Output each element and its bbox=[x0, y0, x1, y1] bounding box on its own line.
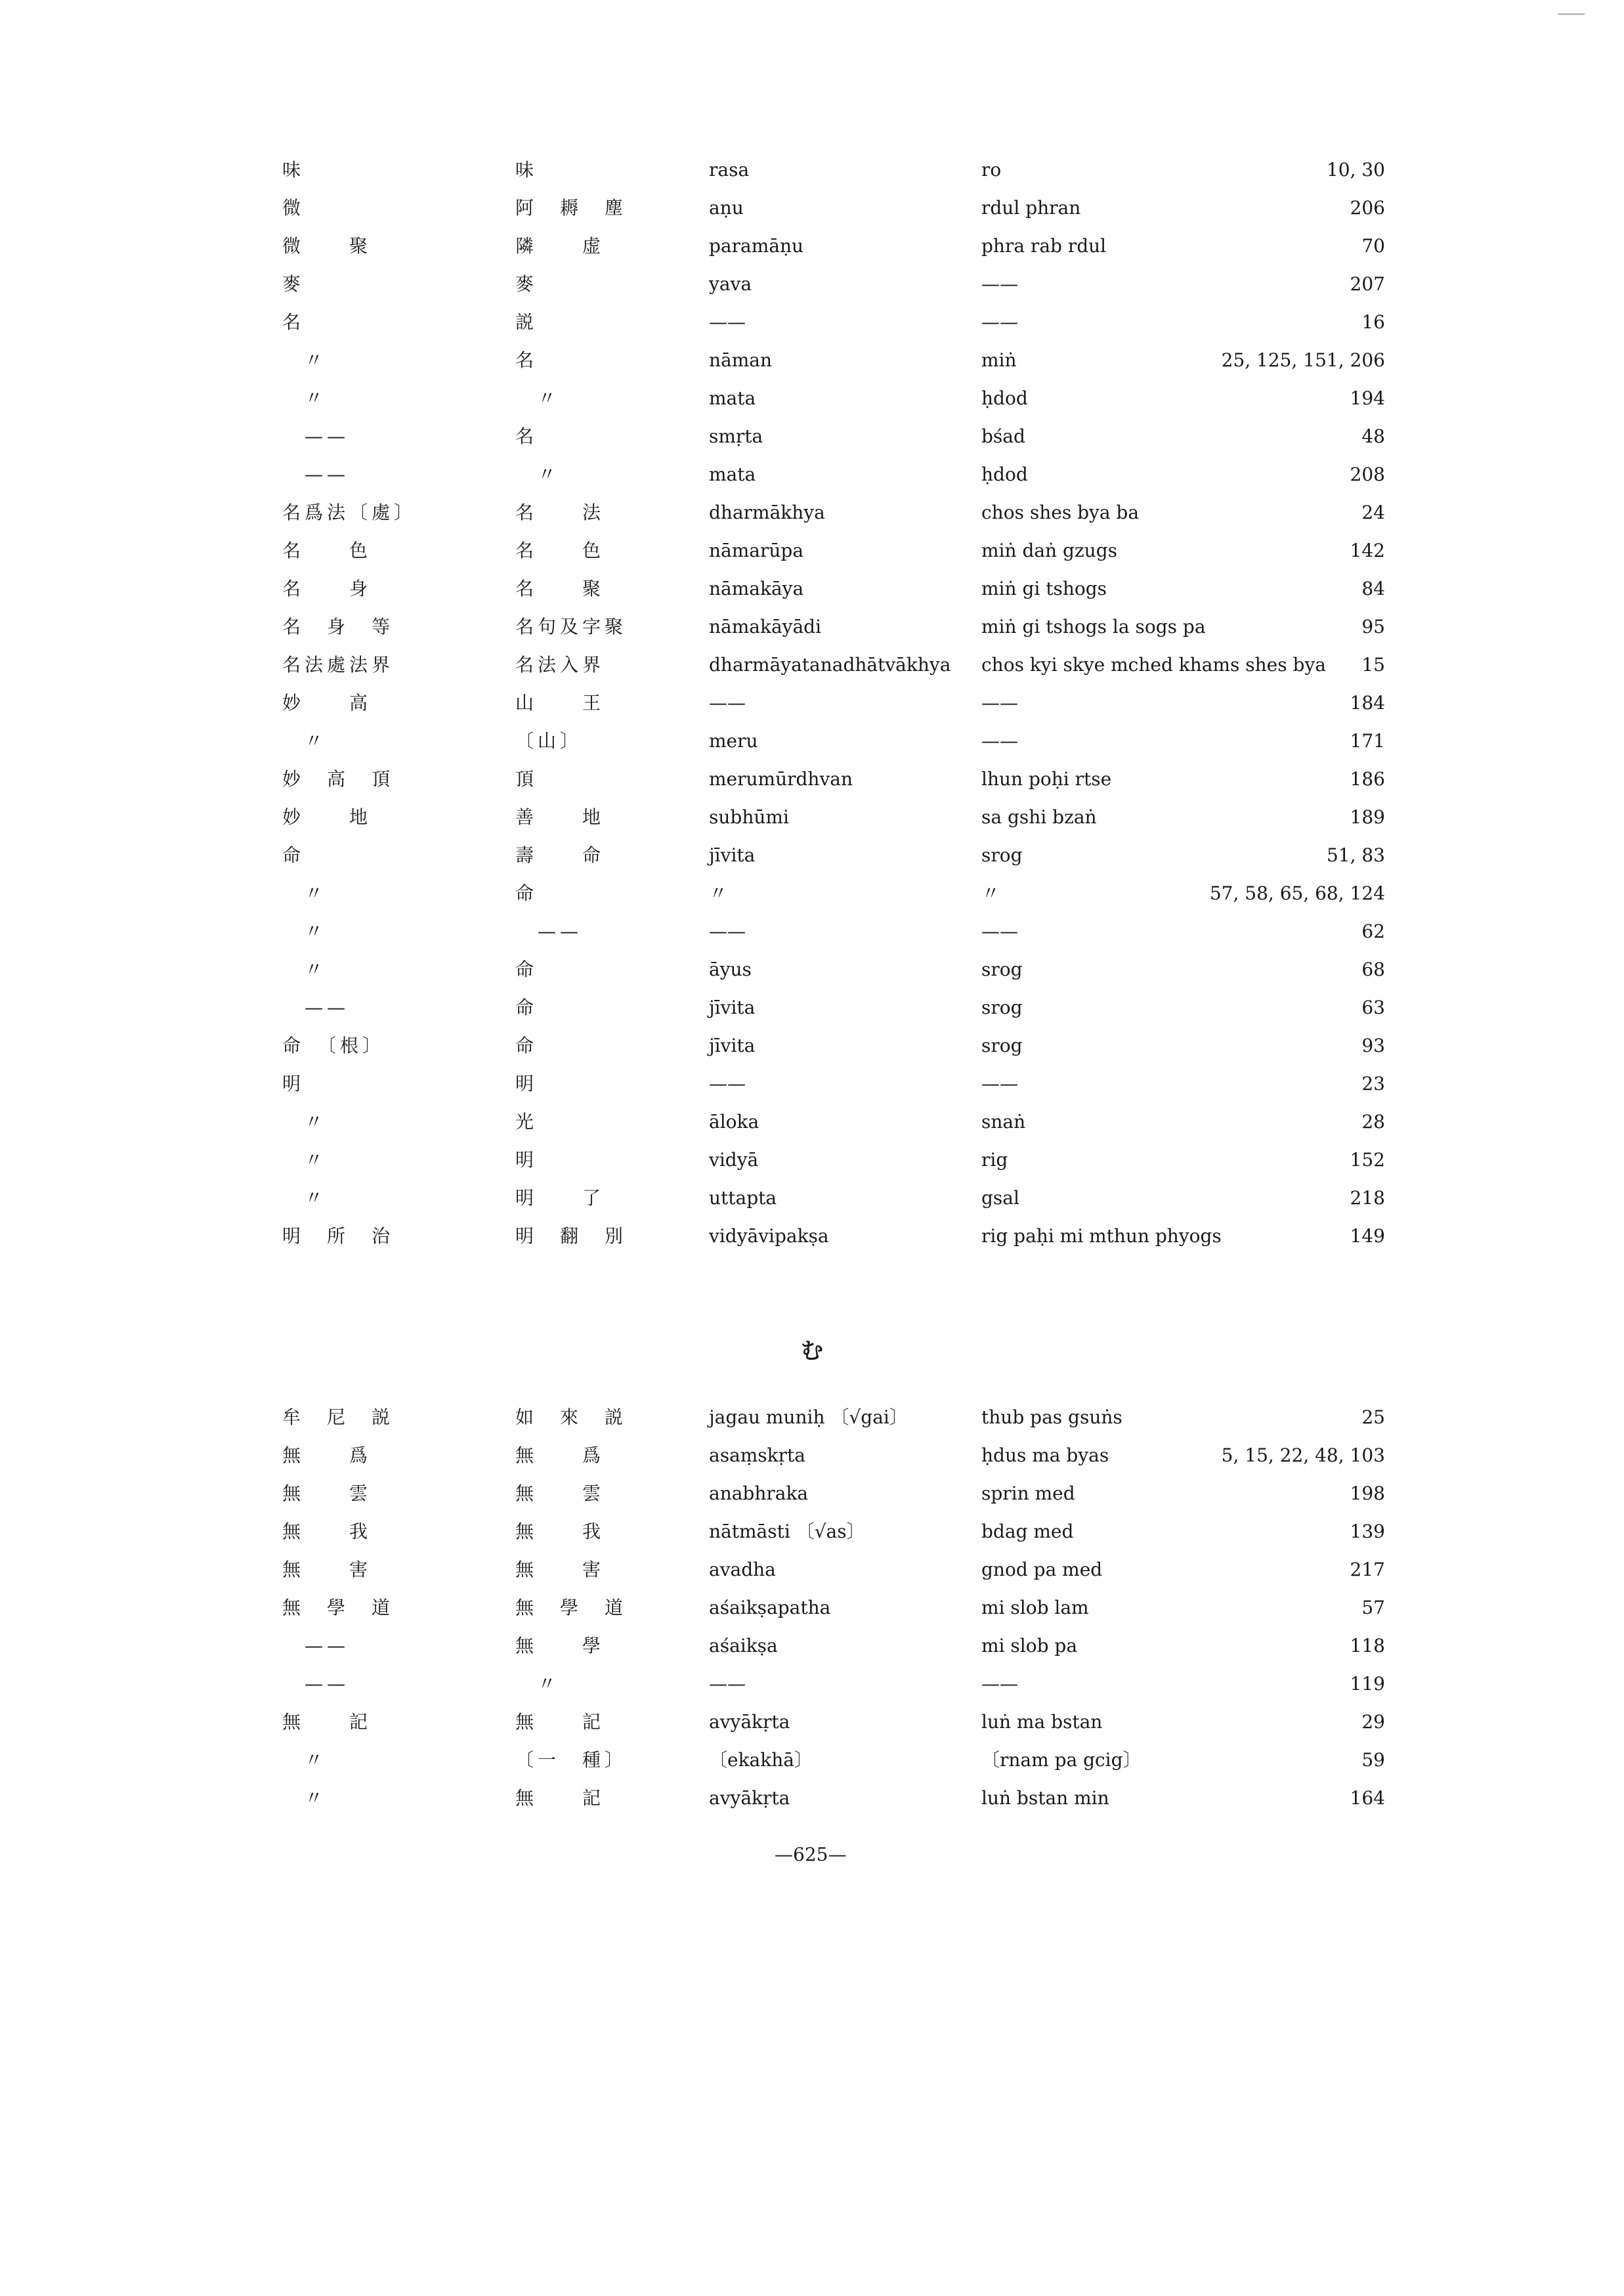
cell-c5: 164 bbox=[1350, 1787, 1385, 1809]
table-row bbox=[282, 532, 1385, 570]
cell-c3: —— bbox=[709, 1073, 746, 1094]
cell-c4: ro bbox=[981, 159, 1002, 181]
cell-c2: 無 害 bbox=[515, 1559, 605, 1580]
cell-c3: āloka bbox=[709, 1111, 759, 1133]
cell-c3: nāmakāyādi bbox=[709, 616, 822, 638]
cell-c4: snaṅ bbox=[981, 1111, 1026, 1133]
table-row bbox=[282, 341, 1385, 379]
cell-c3: —— bbox=[709, 921, 746, 942]
cell-c5: 152 bbox=[1350, 1149, 1385, 1171]
cell-c3: dharmāyatanadhātvākhya bbox=[709, 654, 951, 676]
cell-c1: 味 bbox=[282, 159, 305, 181]
cell-c2: 無 記 bbox=[515, 1711, 605, 1733]
cell-c5: 57 bbox=[1361, 1597, 1385, 1618]
cell-c1: 名 身 bbox=[282, 578, 372, 599]
table-row bbox=[282, 418, 1385, 456]
table-row bbox=[282, 875, 1385, 913]
cell-c5: 59 bbox=[1361, 1749, 1385, 1771]
cell-c2: 無 爲 bbox=[515, 1444, 605, 1466]
cell-c4: rdul phran bbox=[981, 197, 1081, 219]
cell-c3: avyākṛta bbox=[709, 1711, 790, 1733]
cell-c2: 壽 命 bbox=[515, 844, 605, 866]
glossary-table-1 bbox=[282, 151, 1385, 1255]
cell-c4: gsal bbox=[981, 1187, 1019, 1209]
table-row bbox=[282, 570, 1385, 608]
cell-c3: —— bbox=[709, 1673, 746, 1695]
cell-c5: 217 bbox=[1350, 1559, 1385, 1580]
section-heading: む bbox=[801, 1338, 823, 1364]
cell-c4: sa gshi bzaṅ bbox=[981, 806, 1097, 828]
table-row bbox=[282, 1475, 1385, 1513]
cell-c5: 194 bbox=[1350, 387, 1385, 409]
cell-c3: paramāṇu bbox=[709, 235, 804, 257]
cell-c1: 命 〔根〕 bbox=[282, 1035, 385, 1056]
cell-c1: —— bbox=[282, 425, 350, 447]
cell-c2: 善 地 bbox=[515, 806, 605, 828]
cell-c5: 142 bbox=[1350, 540, 1385, 561]
cell-c4: 〃 bbox=[981, 882, 1000, 904]
table-row bbox=[282, 1627, 1385, 1665]
cell-c4: thub pas gsuṅs bbox=[981, 1406, 1122, 1428]
table-row bbox=[282, 1437, 1385, 1475]
cell-c4: mi slob lam bbox=[981, 1597, 1089, 1618]
cell-c2: 名 色 bbox=[515, 540, 605, 561]
cell-c4: —— bbox=[981, 1073, 1018, 1094]
cell-c2: 名法入界 bbox=[515, 654, 605, 676]
cell-c5: 63 bbox=[1361, 997, 1385, 1018]
cell-c4: chos shes bya ba bbox=[981, 502, 1140, 523]
cell-c5: 23 bbox=[1361, 1073, 1385, 1094]
cell-c5: 198 bbox=[1350, 1483, 1385, 1504]
cell-c2: 麥 bbox=[515, 273, 538, 295]
cell-c3: vidyā bbox=[709, 1149, 759, 1171]
page-number: —625— bbox=[775, 1844, 847, 1865]
cell-c4: —— bbox=[981, 692, 1018, 714]
cell-c1: 命 bbox=[282, 844, 305, 866]
table-row bbox=[282, 722, 1385, 760]
table-row bbox=[282, 1179, 1385, 1217]
cell-c3: jagau muniḥ 〔√gai〕 bbox=[709, 1406, 908, 1428]
cell-c2: 〔一 種〕 bbox=[515, 1749, 628, 1771]
cell-c2: 〃 bbox=[515, 1673, 561, 1695]
cell-c4: —— bbox=[981, 730, 1018, 752]
cell-c2: 山 王 bbox=[515, 692, 605, 714]
table-row bbox=[282, 456, 1385, 494]
cell-c2: 如 來 説 bbox=[515, 1406, 628, 1428]
cell-c1: 〃 bbox=[282, 959, 328, 980]
cell-c3: merumūrdhvan bbox=[709, 768, 853, 790]
cell-c4: rig bbox=[981, 1149, 1008, 1171]
cell-c4: 〔rnam pa gcig〕 bbox=[981, 1749, 1142, 1771]
cell-c5: 207 bbox=[1350, 273, 1385, 295]
cell-c5: 206 bbox=[1350, 197, 1385, 219]
table-row bbox=[282, 608, 1385, 646]
cell-c2: 無 學 bbox=[515, 1635, 605, 1657]
table-row bbox=[282, 798, 1385, 836]
cell-c4: ḥdus ma byas bbox=[981, 1444, 1109, 1466]
cell-c1: 名 bbox=[282, 311, 305, 333]
cell-c1: 名 身 等 bbox=[282, 616, 395, 638]
cell-c5: 184 bbox=[1350, 692, 1385, 714]
cell-c3: jīvita bbox=[709, 997, 756, 1018]
table-row bbox=[282, 379, 1385, 418]
table-row bbox=[282, 189, 1385, 227]
cell-c5: 28 bbox=[1361, 1111, 1385, 1133]
cell-c3: yava bbox=[709, 273, 752, 295]
cell-c5: 84 bbox=[1361, 578, 1385, 599]
table-row bbox=[282, 303, 1385, 341]
table-row bbox=[282, 494, 1385, 532]
cell-c2: 命 bbox=[515, 959, 538, 980]
cell-c2: —— bbox=[515, 921, 583, 942]
cell-c2: 名 法 bbox=[515, 502, 605, 523]
cell-c3: anabhraka bbox=[709, 1483, 809, 1504]
table-row bbox=[282, 1779, 1385, 1817]
cell-c4: sprin med bbox=[981, 1483, 1075, 1504]
cell-c4: ḥdod bbox=[981, 464, 1028, 485]
table-row bbox=[282, 760, 1385, 798]
cell-c5: 119 bbox=[1350, 1673, 1385, 1695]
cell-c3: asaṃskṛta bbox=[709, 1444, 805, 1466]
table-row bbox=[282, 684, 1385, 722]
cell-c2: 明 了 bbox=[515, 1187, 605, 1209]
cell-c1: 名 色 bbox=[282, 540, 372, 561]
cell-c3: nātmāsti 〔√as〕 bbox=[709, 1521, 865, 1542]
cell-c1: 〃 bbox=[282, 349, 328, 371]
table-row bbox=[282, 646, 1385, 684]
cell-c4: miṅ bbox=[981, 349, 1017, 371]
cell-c4: gnod pa med bbox=[981, 1559, 1103, 1580]
cell-c3: nāmarūpa bbox=[709, 540, 804, 561]
cell-c1: 明 所 治 bbox=[282, 1225, 395, 1247]
cell-c1: 〃 bbox=[282, 1187, 328, 1209]
cell-c2: 明 bbox=[515, 1149, 538, 1171]
cell-c4: phra rab rdul bbox=[981, 235, 1107, 257]
cell-c5: 208 bbox=[1350, 464, 1385, 485]
cell-c2: 〃 bbox=[515, 464, 561, 485]
cell-c5: 186 bbox=[1350, 768, 1385, 790]
table-row bbox=[282, 227, 1385, 265]
cell-c3: rasa bbox=[709, 159, 750, 181]
cell-c3: vidyāvipakṣa bbox=[709, 1225, 829, 1247]
table-row bbox=[282, 951, 1385, 989]
cell-c1: —— bbox=[282, 464, 350, 485]
table-row bbox=[282, 913, 1385, 951]
cell-c2: 頂 bbox=[515, 768, 538, 790]
glossary-table-2 bbox=[282, 1398, 1385, 1817]
cell-c3: smṛta bbox=[709, 425, 763, 447]
cell-c1: 〃 bbox=[282, 1787, 328, 1809]
cell-c2: 隣 虚 bbox=[515, 235, 605, 257]
cell-c1: 無 我 bbox=[282, 1521, 372, 1542]
cell-c1: 無 雲 bbox=[282, 1483, 372, 1504]
cell-c1: 無 記 bbox=[282, 1711, 372, 1733]
cell-c3: jīvita bbox=[709, 1035, 756, 1056]
cell-c1: 麥 bbox=[282, 273, 305, 295]
table-row bbox=[282, 836, 1385, 875]
cell-c3: avadha bbox=[709, 1559, 776, 1580]
cell-c1: 無 害 bbox=[282, 1559, 372, 1580]
table-row bbox=[282, 265, 1385, 303]
cell-c2: 説 bbox=[515, 311, 538, 333]
cell-c5: 93 bbox=[1361, 1035, 1385, 1056]
cell-c2: 名句及字聚 bbox=[515, 616, 628, 638]
cell-c4: —— bbox=[981, 311, 1018, 333]
cell-c3: 〔ekakhā〕 bbox=[709, 1749, 813, 1771]
cell-c5: 139 bbox=[1350, 1521, 1385, 1542]
cell-c5: 118 bbox=[1350, 1635, 1385, 1657]
table-row bbox=[282, 989, 1385, 1027]
cell-c3: 〃 bbox=[709, 882, 728, 904]
cell-c5: 149 bbox=[1350, 1225, 1385, 1247]
cell-c3: —— bbox=[709, 311, 746, 333]
table-row bbox=[282, 1665, 1385, 1703]
cell-c2: 無 記 bbox=[515, 1787, 605, 1809]
cell-c1: —— bbox=[282, 1635, 350, 1657]
cell-c2: 名 bbox=[515, 349, 538, 371]
cell-c4: srog bbox=[981, 844, 1023, 866]
table-row bbox=[282, 1551, 1385, 1589]
cell-c1: 妙 高 頂 bbox=[282, 768, 395, 790]
cell-c1: 明 bbox=[282, 1073, 305, 1094]
cell-c5: 16 bbox=[1361, 311, 1385, 333]
cell-c5: 10, 30 bbox=[1326, 159, 1385, 181]
cell-c2: 明 翻 別 bbox=[515, 1225, 628, 1247]
cell-c5: 48 bbox=[1361, 425, 1385, 447]
cell-c1: —— bbox=[282, 997, 350, 1018]
cell-c3: uttapta bbox=[709, 1187, 777, 1209]
cell-c1: 〃 bbox=[282, 921, 328, 942]
cell-c2: 命 bbox=[515, 882, 538, 904]
cell-c2: 光 bbox=[515, 1111, 538, 1133]
cell-c5: 189 bbox=[1350, 806, 1385, 828]
cell-c2: 名 bbox=[515, 425, 538, 447]
cell-c4: rig paḥi mi mthun phyogs bbox=[981, 1225, 1222, 1247]
cell-c4: ḥdod bbox=[981, 387, 1028, 409]
cell-c5: 5, 15, 22, 48, 103 bbox=[1221, 1444, 1385, 1466]
table-row bbox=[282, 151, 1385, 189]
cell-c1: 微 聚 bbox=[282, 235, 372, 257]
table-row bbox=[282, 1217, 1385, 1255]
cell-c5: 29 bbox=[1361, 1711, 1385, 1733]
cell-c1: 〃 bbox=[282, 1749, 328, 1771]
cell-c4: miṅ gi tshogs bbox=[981, 578, 1107, 599]
table-row bbox=[282, 1703, 1385, 1741]
cell-c3: jīvita bbox=[709, 844, 756, 866]
cell-c1: 〃 bbox=[282, 882, 328, 904]
table-row bbox=[282, 1513, 1385, 1551]
cell-c2: 味 bbox=[515, 159, 538, 181]
cell-c1: 無 學 道 bbox=[282, 1597, 395, 1618]
cell-c4: srog bbox=[981, 1035, 1023, 1056]
cell-c4: lhun poḥi rtse bbox=[981, 768, 1112, 790]
cell-c2: 無 學 道 bbox=[515, 1597, 628, 1618]
cell-c5: 218 bbox=[1350, 1187, 1385, 1209]
cell-c2: 〔山〕 bbox=[515, 730, 583, 752]
cell-c1: 〃 bbox=[282, 730, 328, 752]
table-row bbox=[282, 1398, 1385, 1437]
cell-c5: 25, 125, 151, 206 bbox=[1221, 349, 1385, 371]
cell-c1: 妙 高 bbox=[282, 692, 372, 714]
cell-c3: —— bbox=[709, 692, 746, 714]
cell-c5: 25 bbox=[1361, 1406, 1385, 1428]
table-row bbox=[282, 1103, 1385, 1141]
cell-c4: srog bbox=[981, 997, 1023, 1018]
cell-c1: —— bbox=[282, 1673, 350, 1695]
cell-c5: 70 bbox=[1361, 235, 1385, 257]
cell-c2: 明 bbox=[515, 1073, 538, 1094]
cell-c4: luṅ bstan min bbox=[981, 1787, 1109, 1809]
corner-mark bbox=[1558, 13, 1585, 15]
cell-c2: 阿 耨 塵 bbox=[515, 197, 628, 219]
cell-c1: 名法處法界 bbox=[282, 654, 395, 676]
cell-c1: 無 爲 bbox=[282, 1444, 372, 1466]
cell-c1: 〃 bbox=[282, 387, 328, 409]
cell-c1: 牟 尼 説 bbox=[282, 1406, 395, 1428]
cell-c1: 〃 bbox=[282, 1111, 328, 1133]
cell-c4: mi slob pa bbox=[981, 1635, 1078, 1657]
cell-c2: 命 bbox=[515, 997, 538, 1018]
cell-c1: 微 bbox=[282, 197, 305, 219]
cell-c4: miṅ gi tshogs la sogs pa bbox=[981, 616, 1206, 638]
cell-c2: 名 聚 bbox=[515, 578, 605, 599]
cell-c4: bdag med bbox=[981, 1521, 1074, 1542]
cell-c3: mata bbox=[709, 387, 756, 409]
cell-c5: 68 bbox=[1361, 959, 1385, 980]
cell-c5: 15 bbox=[1361, 654, 1385, 676]
cell-c4: srog bbox=[981, 959, 1023, 980]
cell-c3: subhūmi bbox=[709, 806, 789, 828]
cell-c2: 〃 bbox=[515, 387, 561, 409]
cell-c3: avyākṛta bbox=[709, 1787, 790, 1809]
table-row bbox=[282, 1741, 1385, 1779]
cell-c5: 171 bbox=[1350, 730, 1385, 752]
cell-c4: —— bbox=[981, 1673, 1018, 1695]
cell-c3: nāmakāya bbox=[709, 578, 804, 599]
cell-c4: miṅ daṅ gzugs bbox=[981, 540, 1117, 561]
cell-c3: aśaikṣa bbox=[709, 1635, 778, 1657]
cell-c5: 62 bbox=[1361, 921, 1385, 942]
cell-c4: —— bbox=[981, 921, 1018, 942]
cell-c4: bśad bbox=[981, 425, 1025, 447]
cell-c3: nāman bbox=[709, 349, 773, 371]
cell-c5: 95 bbox=[1361, 616, 1385, 638]
cell-c3: aśaikṣapatha bbox=[709, 1597, 831, 1618]
cell-c3: dharmākhya bbox=[709, 502, 825, 523]
cell-c1: 妙 地 bbox=[282, 806, 372, 828]
cell-c3: aṇu bbox=[709, 197, 744, 219]
table-row bbox=[282, 1589, 1385, 1627]
cell-c4: —— bbox=[981, 273, 1018, 295]
cell-c2: 命 bbox=[515, 1035, 538, 1056]
cell-c2: 無 雲 bbox=[515, 1483, 605, 1504]
cell-c4: luṅ ma bstan bbox=[981, 1711, 1103, 1733]
cell-c5: 57, 58, 65, 68, 124 bbox=[1209, 882, 1385, 904]
table-row bbox=[282, 1027, 1385, 1065]
cell-c2: 無 我 bbox=[515, 1521, 605, 1542]
cell-c5: 51, 83 bbox=[1326, 844, 1385, 866]
cell-c3: āyus bbox=[709, 959, 752, 980]
cell-c5: 24 bbox=[1361, 502, 1385, 523]
table-row bbox=[282, 1141, 1385, 1179]
cell-c4: chos kyi skye mched khams shes bya bbox=[981, 654, 1326, 676]
table-row bbox=[282, 1065, 1385, 1103]
cell-c3: mata bbox=[709, 464, 756, 485]
cell-c3: meru bbox=[709, 730, 758, 752]
cell-c1: 〃 bbox=[282, 1149, 328, 1171]
cell-c1: 名爲法〔處〕 bbox=[282, 502, 417, 523]
